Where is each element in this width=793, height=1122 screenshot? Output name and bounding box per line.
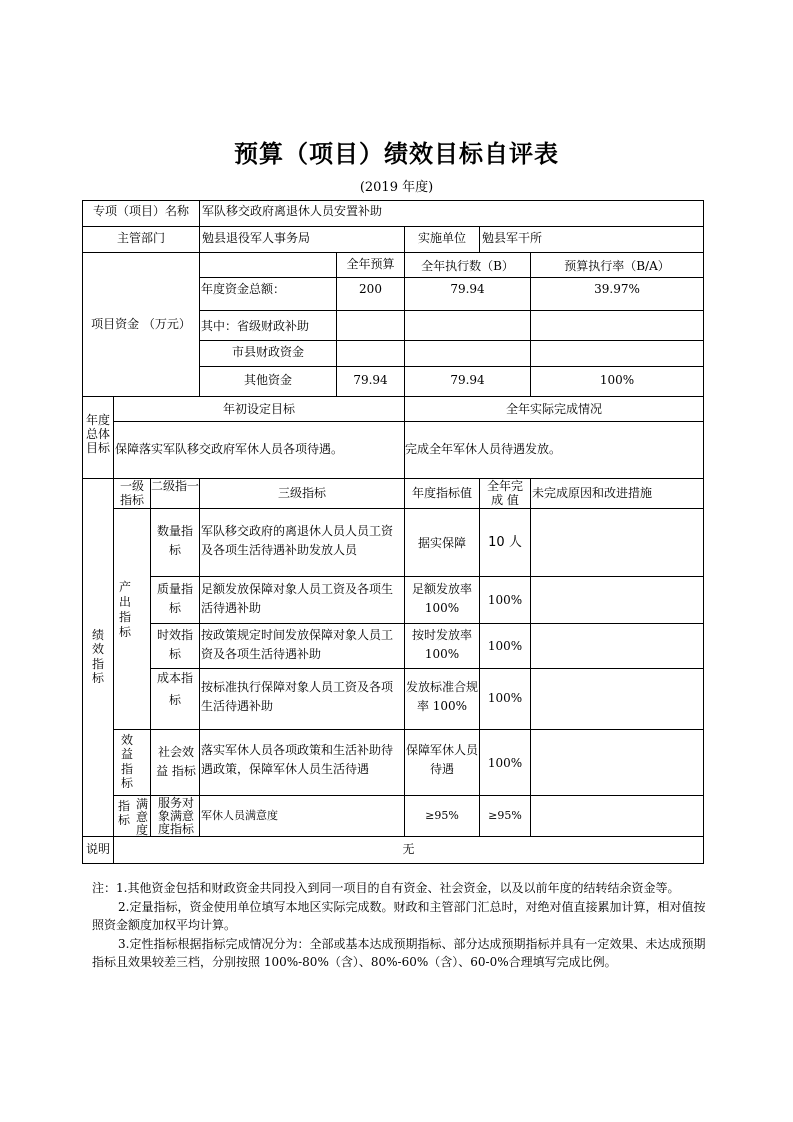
dept-value: 勉县退役军人事务局 — [202, 231, 311, 245]
goal-set-header: 年初设定目标 — [222, 402, 295, 416]
group-output-label: 产出指标 — [118, 580, 131, 639]
indicator-l3: 落实军休人员各项政策和生活补助待遇政策，保障军休人员生活待遇 — [201, 743, 394, 777]
indicator-l3: 足额发放保障对象人员工资及各项生活待遇补助 — [201, 582, 394, 616]
indicator-l2: 数量指标 — [156, 524, 193, 558]
perf-indicators-label: 绩效指标 — [91, 628, 104, 686]
funds-row-name: 年度资金总额： — [201, 282, 286, 296]
funds-row-exec: 79.94 — [450, 282, 485, 296]
footnotes — [92, 880, 707, 973]
footnote: 2.定量指标，资金使用单位填写本地区实际完成数。财政和主管部门汇总时，对绝对值直接累加计算，相对值按照资金额度加权平均计算。 — [92, 900, 706, 932]
indicator-actual: 100% — [487, 593, 523, 607]
funds-row-name: 其他资金 — [243, 373, 292, 387]
indicator-l2: 成本指标 — [156, 671, 193, 707]
header-level1: 一级指标 — [119, 479, 144, 508]
indicator-l2: 社会效益 指标 — [156, 745, 196, 779]
indicator-target: 保障军休人员待遇 — [406, 743, 479, 776]
group-benefit-label: 效益指标 — [120, 733, 133, 791]
project-name-label: 专项（项目）名称 — [92, 204, 189, 218]
footnote: 注：1.其他资金包括和财政资金共同投入到同一项目的自有资金、社会资金，以及以前年度的结转结余资金等。 — [92, 881, 680, 895]
impl-unit-label: 实施单位 — [417, 231, 466, 245]
indicator-actual: 100% — [487, 756, 523, 770]
col-rate-header: 预算执行率（B/A） — [564, 259, 670, 273]
header-target: 年度指标值 — [411, 486, 472, 500]
indicator-target: 据实保障 — [417, 536, 466, 550]
funds-row-name: 其中：省级财政补助 — [201, 319, 310, 333]
indicator-l2: 质量指标 — [156, 582, 193, 616]
funds-row-budget: 79.94 — [353, 373, 388, 387]
goal-actual-header: 全年实际完成情况 — [505, 402, 602, 416]
overall-goal-label: 年度总体目标 — [85, 413, 110, 455]
note-label: 说明 — [85, 842, 110, 856]
indicator-l2: 时效指标 — [156, 628, 193, 662]
funds-row-rate: 39.97% — [594, 282, 640, 296]
indicator-l3: 按政策规定时间发放保障对象人员工资及各项生活待遇补助 — [201, 628, 394, 662]
note-value: 无 — [402, 842, 415, 856]
funds-row-budget: 200 — [359, 282, 382, 296]
indicator-actual: ≥95% — [488, 809, 522, 822]
indicator-actual: 100% — [487, 639, 523, 653]
funds-row-rate: 100% — [599, 373, 635, 387]
group-satisfaction-label: 指标 — [117, 799, 130, 828]
funds-label: 项目资金 （万元） — [91, 317, 191, 331]
header-reason: 未完成原因和改进措施 — [532, 486, 653, 500]
funds-row-exec: 79.94 — [450, 373, 485, 387]
project-name-value: 军队移交政府离退休人员安置补助 — [202, 204, 383, 218]
funds-row-name: 市县财政资金 — [231, 345, 304, 359]
goal-set-text: 保障落实军队移交政府军休人员各项待遇。 — [115, 442, 344, 456]
impl-unit-value: 勉县军干所 — [482, 231, 543, 245]
indicator-target: 足额发放率 100% — [411, 582, 472, 615]
indicator-l3: 军队移交政府的离退休人员人员工资及各项生活待遇补助发放人员 — [201, 524, 394, 558]
header-actual: 全年完成 值 — [486, 479, 523, 508]
footnote: 3.定性指标根据指标完成情况分为：全部或基本达成预期指标、部分达成预期指标并具有一定效果、未达成预期指标且效果较差三档，分别按照 100%-80%（含）、80%-60%（含）、60-0%合理填写完成比例。 — [92, 937, 706, 969]
indicator-target: 发放标准合规率 100% — [406, 680, 479, 713]
fiscal-year: (2019 年度) — [359, 180, 434, 195]
indicator-actual: 10 人 — [488, 535, 522, 550]
dept-label: 主管部门 — [116, 231, 165, 245]
indicator-l2: 满意度 — [135, 797, 148, 838]
indicator-l3: 军休人员满意度 — [201, 809, 278, 822]
header-level2: 二级指一 — [151, 479, 200, 493]
col-exec-header: 全年执行数（B） — [421, 259, 514, 273]
page-title: 预算（项目）绩效目标自评表 — [234, 140, 559, 168]
indicator-l2-sub: 服务对象满意度指标 — [157, 796, 194, 837]
header-level3: 三级指标 — [277, 486, 326, 500]
goal-actual-text: 完成全年军休人员待遇发放。 — [405, 442, 562, 456]
indicator-target: 按时发放率 100% — [411, 628, 472, 661]
indicator-l3: 按标准执行保障对象人员工资及各项生活待遇补助 — [201, 680, 394, 714]
indicator-target: ≥95% — [425, 809, 459, 822]
indicator-actual: 100% — [487, 691, 523, 705]
col-budget-header: 全年预算 — [346, 257, 395, 271]
